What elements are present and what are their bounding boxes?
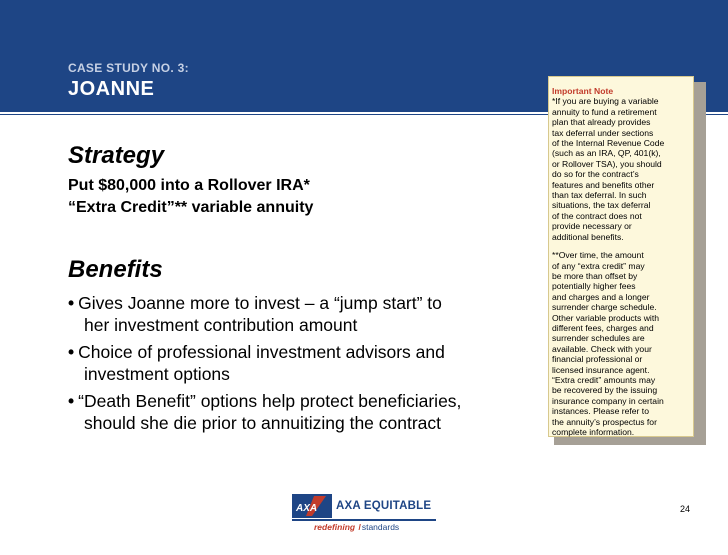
note-line: do so for the contract’s [552, 169, 639, 180]
benefits-heading: Benefits [68, 256, 163, 283]
brand-wordmark: AXA EQUITABLE [336, 500, 432, 512]
bullet-icon: • [68, 391, 75, 411]
note-line: tax deferral under sections [552, 127, 654, 138]
brand-rule [292, 519, 436, 521]
note-line: features and benefits other [552, 179, 655, 190]
note-line: (such as an IRA, QP, 401(k), [552, 148, 661, 159]
note-line: and charges and a longer [552, 291, 650, 302]
case-study-name: JOANNE [68, 78, 155, 100]
note-line: insurance company in certain [552, 395, 664, 406]
brand-tagline [314, 522, 399, 532]
note-line: financial professional or [552, 354, 643, 365]
tagline-emphasis: redefining [314, 522, 356, 532]
note-line: provide necessary or [552, 221, 632, 232]
note-line: of any “extra credit” may [552, 260, 645, 271]
note-paragraph-1 [552, 96, 690, 242]
page-number: 24 [680, 504, 691, 514]
note-gap [552, 242, 690, 250]
note-line: situations, the tax deferral [552, 200, 651, 211]
benefit-line-1: Choice of professional investment advisors and [78, 342, 445, 362]
tagline-slash: / [358, 522, 361, 532]
logo-mark-text: AXA [296, 503, 318, 514]
benefit-line-2: should she die prior to annuitizing the contract [84, 413, 442, 433]
strategy-line-1: Put $80,000 into a Rollover IRA* [68, 177, 310, 194]
case-study-label: CASE STUDY NO. 3: [68, 61, 189, 75]
note-line: potentially higher fees [552, 281, 636, 292]
strategy-heading: Strategy [68, 142, 165, 169]
note-line: plan that already provides [552, 117, 651, 128]
note-line: the annuity’s prospectus for [552, 416, 657, 427]
note-line: Other variable products with [552, 312, 659, 323]
benefit-line-1: Gives Joanne more to invest – a “jump start” to [78, 293, 442, 313]
bullet-icon: • [68, 293, 75, 313]
bullet-icon: • [68, 342, 75, 362]
note-paragraph-2 [552, 250, 690, 437]
note-line: different fees, charges and [552, 322, 654, 333]
benefit-item [68, 292, 538, 336]
note-line: instances. Please refer to [552, 406, 649, 417]
benefit-line-2: investment options [84, 364, 230, 384]
note-line: additional benefits. [552, 231, 624, 242]
note-line: annuity to fund a retirement [552, 106, 657, 117]
benefit-line-1: “Death Benefit” options help protect beneficiaries, [78, 391, 462, 411]
note-line: **Over time, the amount [552, 250, 644, 261]
note-line: of the Internal Revenue Code [552, 138, 665, 149]
note-line: or Rollover TSA), you should [552, 158, 662, 169]
benefit-line-2: her investment contribution amount [84, 315, 358, 335]
axa-logo-icon [292, 494, 332, 518]
note-line: *If you are buying a variable [552, 96, 659, 107]
important-note-box [548, 76, 694, 437]
tagline-rest: standards [361, 522, 400, 532]
note-line: of the contract does not [552, 210, 642, 221]
note-line: surrender schedules are [552, 333, 645, 344]
note-line: surrender charge schedule. [552, 302, 657, 313]
note-line: than tax deferral. In such [552, 190, 647, 201]
note-line: licensed insurance agent. [552, 364, 650, 375]
note-line: be recovered by the issuing [552, 385, 658, 396]
benefit-item [68, 341, 538, 385]
note-line: be more than offset by [552, 270, 638, 281]
note-line: available. Check with your [552, 343, 652, 354]
note-title: Important Note [552, 86, 614, 96]
strategy-line-2: “Extra Credit”** variable annuity [68, 199, 314, 216]
benefit-item [68, 390, 538, 434]
note-line: “Extra credit” amounts may [552, 374, 656, 385]
note-line: complete information. [552, 427, 635, 437]
